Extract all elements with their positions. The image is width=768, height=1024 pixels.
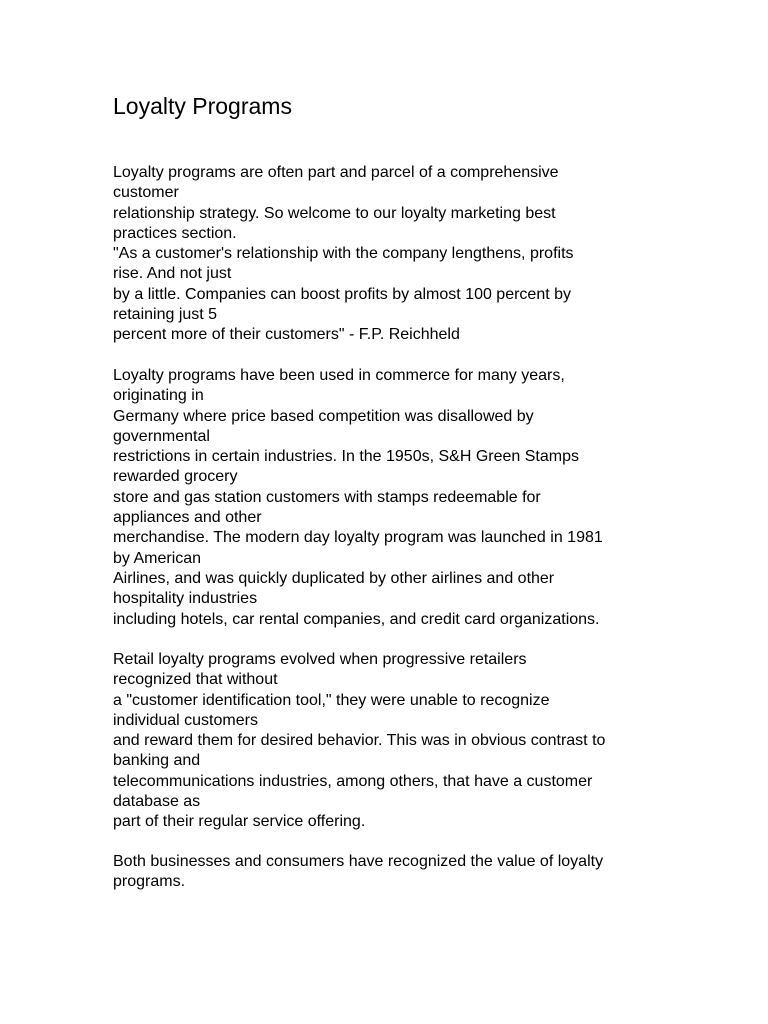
text-line: rewarded grocery	[113, 468, 238, 486]
paragraph-1	[113, 163, 574, 346]
text-line: rise. And not just	[113, 265, 232, 283]
text-line: Loyalty programs have been used in commerce for many years,	[113, 367, 565, 384]
text-line: including hotels, car rental companies, and credit card organizations.	[113, 610, 600, 628]
paragraph-4	[113, 852, 603, 893]
text-line: by American	[113, 549, 202, 567]
text-line: Airlines, and was quickly duplicated by other airlines and other	[113, 569, 555, 587]
text-line: telecommunications industries, among others, that have a customer	[113, 772, 593, 790]
text-line: originating in	[113, 387, 204, 405]
text-line: a "customer identification tool," they were unable to recognize	[113, 691, 550, 709]
text-line: Retail loyalty programs evolved when progressive retailers	[113, 651, 527, 668]
text-line: by a little. Companies can boost profits by almost 100 percent by	[113, 285, 572, 303]
paragraph-2	[113, 366, 603, 630]
text-line: database as	[113, 793, 201, 811]
text-line: merchandise. The modern day loyalty program was launched in 1981	[113, 529, 603, 547]
text-line: practices section.	[113, 224, 237, 242]
text-line: part of their regular service offering.	[113, 813, 366, 831]
text-line: retaining just 5	[113, 306, 218, 324]
text-line: appliances and other	[113, 509, 262, 527]
text-line: recognized that without	[113, 671, 278, 689]
text-line: restrictions in certain industries. In the 1950s, S&H Green Stamps	[113, 448, 579, 466]
text-line: customer	[113, 184, 179, 202]
text-line: banking and	[113, 752, 201, 770]
text-line: "As a customer's relationship with the company lengthens, profits	[113, 245, 574, 263]
text-line: hospitality industries	[113, 590, 258, 608]
text-line: governmental	[113, 427, 210, 445]
text-line: Loyalty programs are often part and parcel of a comprehensive	[113, 164, 559, 181]
text-line: and reward them for desired behavior. This was in obvious contrast to	[113, 732, 606, 750]
text-line: relationship strategy. So welcome to our loyalty marketing best	[113, 204, 556, 222]
text-line: individual customers	[113, 711, 258, 729]
paragraph-3	[113, 650, 605, 833]
text-line: Germany where price based competition was disallowed by	[113, 407, 534, 425]
text-line: Both businesses and consumers have recognized the value of loyalty	[113, 853, 604, 870]
text-line: store and gas station customers with stamps redeemable for	[113, 488, 541, 506]
text-line: programs.	[113, 873, 186, 891]
document-title: Loyalty Programs	[113, 93, 292, 119]
text-line: percent more of their customers" - F.P. Reichheld	[113, 326, 460, 344]
